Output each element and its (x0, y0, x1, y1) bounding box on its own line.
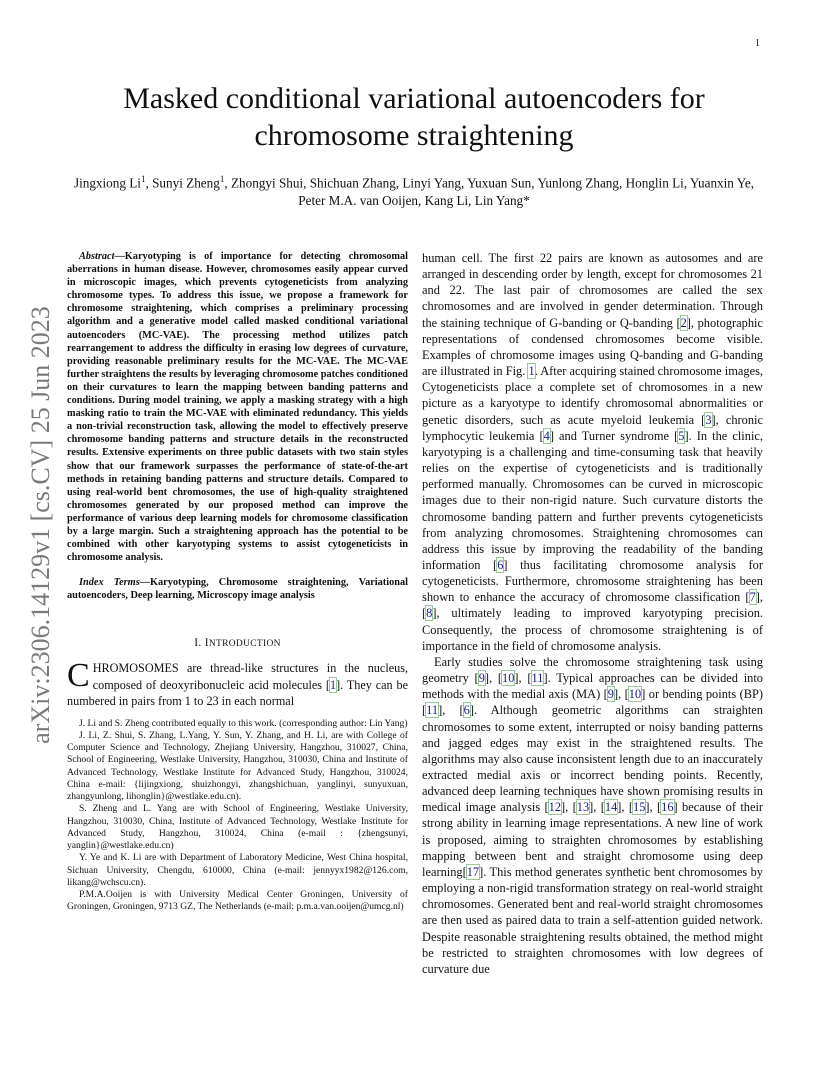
footnote-1: J. Li and S. Zheng contributed equally to this work. (corresponding author: Lin Yang) (79, 717, 408, 729)
arxiv-stamp-text: arXiv:2306.14129v1 [cs.CV] 25 Jun 2023 (26, 306, 55, 744)
right-column-body (422, 250, 763, 977)
footnotes (67, 718, 408, 914)
abstract (67, 250, 408, 564)
intro-text: HROMOSOMES are thread-like structures in the nucleus, composed of deoxyribonucleic acid molecules [1]. They can be numbered in pairs from 1 to 23 in each normal (67, 661, 409, 708)
citation-link[interactable]: 13 (576, 800, 590, 815)
citation-link[interactable]: 5 (678, 428, 685, 443)
citation-link[interactable]: 1 (329, 677, 337, 692)
figure-link[interactable]: 1 (528, 364, 535, 379)
footnote-2: J. Li, Z. Shui, S. Zhang, L.Yang, Y. Sun, Y. Zhang, and H. Li, are with College of Computer Science and Technology, Zhejiang University, Hangzhou, 310027, China, School of Engineering, Westlake University, Hangzhou, 310030, China and Institute of Advanced Technology, Westlake Institute for Advanced Study, Hangzhou, 310024, China e-mail: {lijingxiong, shuizhongyi, zhangshichuan, yanglinyi, sunyuxuan, zhangyunlong, lihonglin}@westlake.edu.cn). (67, 729, 408, 803)
author-list: Jingxiong Li$^1$, Sunyi Zheng$^1$, Zhongyi Shui, Shichuan Zhang, Linyi Yang, Yuxuan Sun, Yunlong Zhang, Honglin Li, Yuanxin Ye, Peter M.A. van Ooijen, Kang Li, Lin Yang* (73, 174, 755, 209)
footnote-4: Y. Ye and K. Li are with Department of Laboratory Medicine, West China hospital, Sichuan University, Chengdu, 610000, China (e-mail: jennyyx1982@126.com, likang@wchscu.cn). (67, 852, 408, 888)
citation-link[interactable]: 6 (497, 557, 504, 572)
intro-paragraph (67, 657, 409, 708)
citation-link[interactable]: 11 (426, 703, 439, 718)
citation-link[interactable]: 7 (749, 590, 756, 605)
citation-link[interactable]: 15 (633, 800, 646, 815)
paragraph-1: human cell. The first 22 pairs are known as autosomes and are arranged in descending order by length, except for chromosomes 21 and 22. The last pair of chromosomes are called the sex chromosomes and are involved in gender determination. Through the staining technique of G-banding or Q-banding [2], photographic representations of condensed chromosomes become visible. Examples of chromosome images using Q-banding and G-banding are illustrated in Fig. 1. After acquiring stained chromosome images, Cytogeneticists place a complete set of chromosomes in a new picture as a karyotype to identify chromosomal abnormalities or genetic disorders, such as acute myeloid leukemia [3], chronic lymphocytic leukemia [4] and Turner syndrome [5]. In the clinic, karyotyping is a challenging and time-consuming task that heavily relies on the expertise of cytogeneticists and is traditionally performed manually. Chromosomes can be curved in microscopic images due to their non-rigid nature. Such curvature distorts the chromosome banding pattern and further prevents cytogeneticists from analyzing chromosomes. Straightening chromosomes can address this issue by improving the readability of the banding information [6] thus facilitating chromosome analysis for cytogeneticists. Furthermore, chromosome straightening has been shown to enhance the accuracy of chromosome classification [7], [8], ultimately leading to improved karyotyping precision. Consequently, the process of chromosome straightening is of importance in the field of chromosome analysis. (422, 251, 763, 653)
citation-link[interactable]: 16 (661, 800, 674, 815)
citation-link[interactable]: 11 (531, 671, 544, 686)
citation-link[interactable]: 6 (463, 703, 470, 718)
footnote-3: S. Zheng and L. Yang are with School of Engineering, Westlake University, Hangzhou, 310030, China, Institute of Advanced Technology, Westlake Institute for Advanced Study, Hangzhou, 310024, China (e-mail : {zhengsunyi, yanglin}@westlake.edu.cn) (67, 803, 408, 852)
left-column (67, 250, 408, 914)
citation-link[interactable]: 8 (426, 606, 433, 621)
citation-link[interactable]: 17 (466, 864, 480, 879)
drop-cap: C (67, 657, 90, 695)
citation-link[interactable]: 9 (607, 687, 614, 702)
footnote-5: P.M.A.Ooijen is with University Medical Center Groningen, University of Groningen, Groningen, 9713 GZ, The Netherlands (e-mail: p.m.a.van.ooijen@umcg.nl) (67, 889, 408, 913)
abstract-label: Abstract (79, 251, 115, 262)
abstract-text: —Karyotyping is of importance for detecting chromosomal aberrations in human disease. However, chromosomes easily appear curved in microscopic images, which prevents cytogeneticists from analyzing chromosome types. To address this issue, we propose a framework for chromosome straightening, which comprises a preliminary processing algorithm and a generative model called masked conditional variational autoencoders (MC-VAE). The processing method utilizes patch rearrangement to address the difficulty in erasing low degrees of curvature, providing reasonable preliminary results for the MC-VAE. The MC-VAE further straightens the results by leveraging chromosome patches conditioned on their curvatures to learn the mapping between banding patterns and conditions. During model training, we apply a masking strategy with a high masking ratio to train the MC-VAE with eliminated redundancy. This yields a non-trivial reconstruction task, allowing the model to effectively preserve chromosome banding patterns and structure details in the reconstructed results. Extensive experiments on three public datasets with two stain styles show that our framework surpasses the performance of state-of-the-art methods in retaining banding patterns and structure details. Compared to using real-world bent chromosomes, the use of high-quality straightened chromosomes generated by our proposed method can improve the performance of various deep learning models for chromosome classification by a large margin. Such a straightening approach has the potential to be combined with other karyotyping systems to assist cytogeneticists in chromosome analysis. (67, 251, 408, 564)
citation-link[interactable]: 4 (543, 428, 550, 443)
citation-link[interactable]: 10 (502, 671, 515, 686)
arxiv-stamp (16, 290, 66, 760)
index-terms-label: Index Terms (79, 577, 140, 589)
paper-title: Masked conditional variational autoencoders for chromosome straightening (123, 82, 705, 152)
paragraph-2: Early studies solve the chromosome straightening task using geometry [9], [10], [11]. Typical approaches can be divided into methods with the medial axis (MA) [9], [10] or bending points (BP) [11], [6]. Although geometric algorithms can straighten chromosomes to some extent, interrupted or noisy banding patterns and jagged edges may exist in the straightened results. The algorithms may also cause inconsistent length due to an inaccurately extracted medial axis or incorrect bending points. Recently, advanced deep learning techniques have shown promising results in medical image analysis [12], [13], [14], [15], [16] because of their strong ability in learning image representations. A new line of work is proposed, aiming to straighten chromosomes by establishing mapping between bent and straight chromosome using deep learning[17]. This method generates synthetic bent chromosomes by employing a non-rigid transformation strategy on real-world straight chromosomes. Generated bent and real-world straight chromosomes are then used as paired data to train a self-attention guided network. Despite reasonable straightening results obtained, the method might be restricted to straighten chromosomes with low degrees of curvature due (422, 654, 764, 976)
citation-link[interactable]: 12 (548, 800, 562, 815)
page-number: 1 (755, 38, 760, 49)
citation-link[interactable]: 2 (680, 315, 687, 330)
citation-link[interactable]: 3 (705, 412, 712, 427)
right-column (422, 250, 763, 977)
section-heading-introduction: I. INTRODUCTION (194, 637, 281, 650)
index-terms-text: —Karyotyping, Chromosome straightening, Variational autoencoders, Deep learning, Microscopy image analysis (67, 577, 408, 602)
index-terms (67, 576, 408, 602)
citation-link[interactable]: 9 (478, 671, 485, 686)
citation-link[interactable]: 14 (604, 800, 618, 815)
citation-link[interactable]: 10 (628, 687, 642, 702)
